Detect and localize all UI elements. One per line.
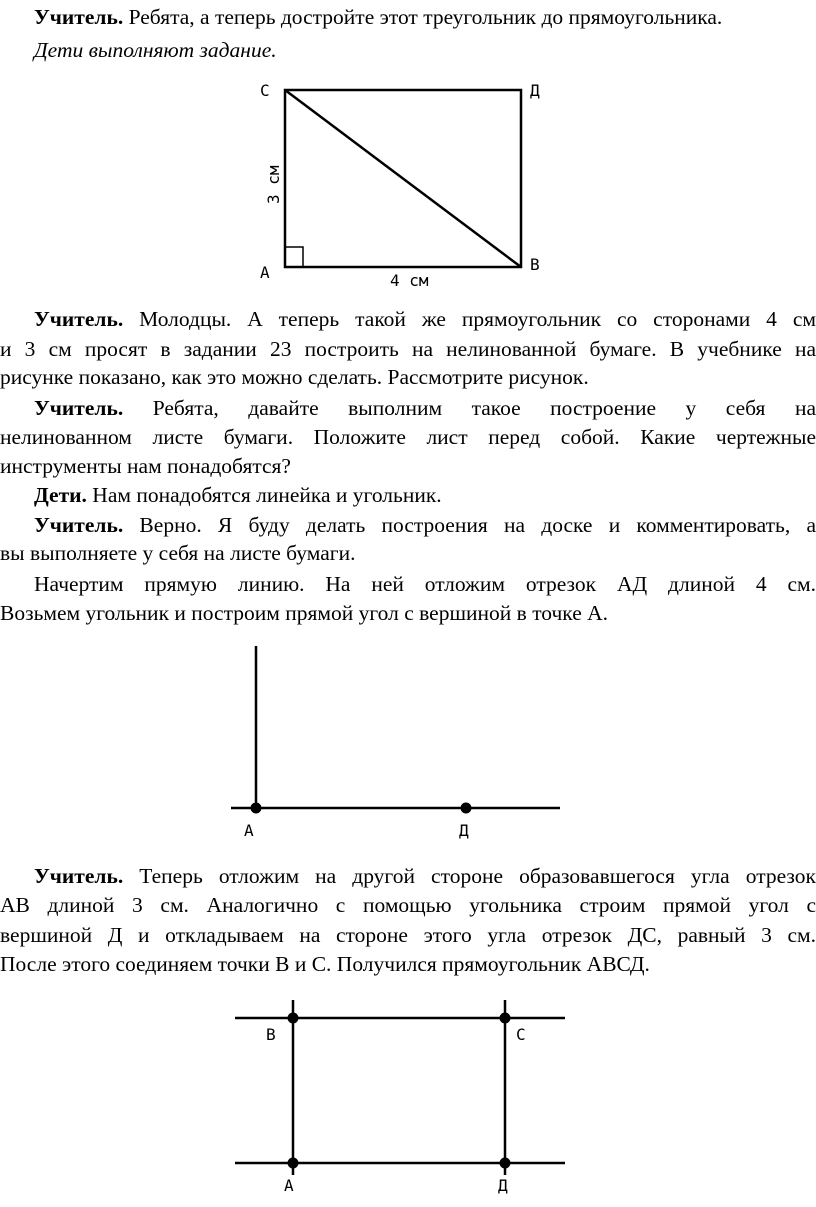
text-line (0, 304, 816, 334)
line-text: Молодцы. А теперь такой же прямоугольник со сторонами 4 см (123, 307, 816, 331)
line-text: и 3 см просят в задании 23 построить на нелинованной бумаге. В учебнике на (0, 337, 816, 361)
point-c (500, 1013, 511, 1024)
line-text: Теперь отложим на другой стороне образовавшегося угла отрезок (123, 864, 816, 888)
line-text: инструменты нам понадобятся? (0, 454, 291, 478)
label-side-horizontal: 4 см (390, 271, 429, 290)
line-text: Начертим прямую линию. На ней отложим отрезок АД длиной 4 см. (34, 572, 816, 596)
line-text: АВ длиной 3 см. Аналогично с помощью угольника строим прямой угол с (0, 893, 816, 917)
italic-note: Дети выполняют задание. (34, 38, 277, 62)
text-line (0, 334, 816, 364)
speaker-label: Дети. (34, 483, 87, 507)
text-line (0, 422, 816, 452)
line-text: Верно. Я буду делать построения на доске и комментировать, а (123, 513, 816, 537)
speaker-label: Учитель. (34, 864, 124, 888)
label-a: А (284, 1176, 294, 1195)
point-d (461, 803, 472, 814)
text-line (0, 451, 816, 481)
text-line (0, 890, 816, 920)
point-a (251, 803, 262, 814)
text-line (0, 510, 816, 540)
point-a (288, 1158, 299, 1169)
text-line (0, 569, 816, 599)
label-b: В (530, 255, 540, 274)
line-text: Нам понадобятся линейка и угольник. (86, 483, 442, 507)
line-text: вы выполняете у себя на листе бумаги. (0, 541, 356, 565)
point-d (500, 1158, 511, 1169)
line-text: После этого соединяем точки В и С. Получился прямоугольник АВСД. (0, 952, 650, 976)
label-d: Д (459, 821, 469, 840)
text-line (0, 949, 816, 979)
label-b: В (266, 1025, 276, 1044)
point-b (288, 1013, 299, 1024)
line-text: Ребята, а теперь достройте этот треугольник до прямоугольника. (123, 5, 723, 29)
figure-rectangle-diagonal (250, 72, 550, 292)
label-a: А (260, 263, 270, 282)
label-side-vertical: 3 см (264, 165, 283, 204)
speaker-label: Учитель. (34, 513, 124, 537)
speaker-label: Учитель. (34, 396, 124, 420)
line-text: рисунке показано, как это можно сделать. Рассмотрите рисунок. (0, 365, 589, 389)
text-line (0, 35, 816, 65)
text-line (0, 861, 816, 891)
label-d: Д (498, 1176, 508, 1195)
speaker-label: Учитель. (34, 5, 124, 29)
label-a: А (244, 821, 254, 840)
label-c: С (260, 81, 270, 100)
text-line (0, 538, 816, 568)
right-angle-mark (285, 247, 303, 267)
label-c: С (516, 1025, 526, 1044)
text-line (0, 362, 816, 392)
text-line (0, 598, 816, 628)
label-d: Д (530, 81, 540, 100)
diagonal-line (285, 90, 521, 267)
line-text: нелинованном листе бумаги. Положите лист перед собой. Какие чертежные (0, 425, 816, 449)
text-line (0, 920, 816, 950)
line-text: Ребята, давайте выполним такое построение у себя на (123, 396, 816, 420)
speaker-label: Учитель. (34, 307, 124, 331)
line-text: вершиной Д и откладываем на стороне этого угла отрезок ДС, равный 3 см. (0, 923, 816, 947)
figure-rectangle-construction (230, 995, 575, 1205)
figure-right-angle (225, 640, 575, 845)
line-text: Возьмем угольник и построим прямой угол с вершиной в точке А. (0, 601, 609, 625)
text-line (0, 393, 816, 423)
text-line (0, 2, 816, 32)
text-line (0, 480, 816, 510)
